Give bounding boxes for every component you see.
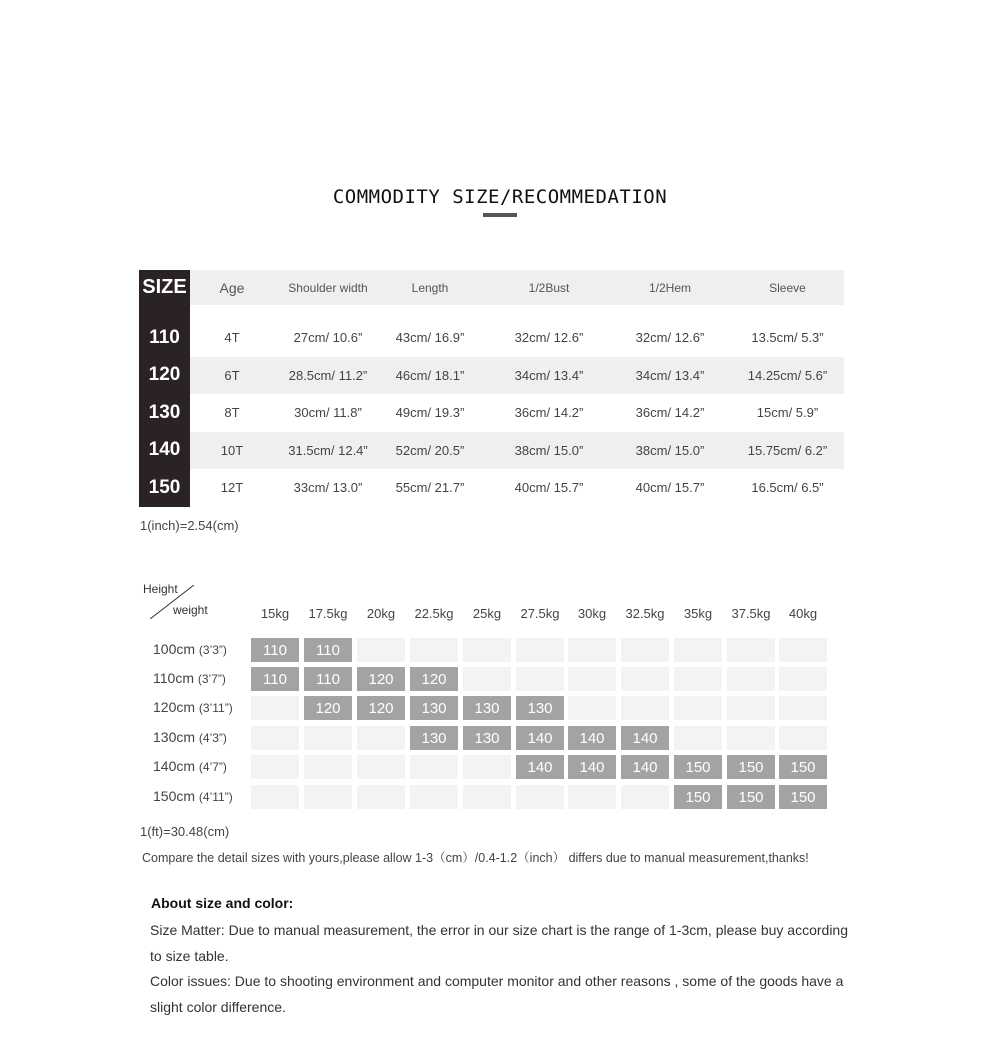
empty-cell bbox=[410, 785, 458, 809]
empty-cell bbox=[779, 667, 827, 691]
height-cm: 120cm bbox=[153, 699, 196, 715]
size-table bbox=[139, 270, 844, 507]
height-label bbox=[153, 758, 227, 774]
empty-cell bbox=[621, 638, 669, 662]
empty-cell bbox=[304, 785, 352, 809]
recommended-size-cell: 130 bbox=[463, 696, 511, 720]
empty-cell bbox=[251, 696, 299, 720]
recommended-size-cell: 110 bbox=[251, 667, 299, 691]
size-label: 130 bbox=[139, 394, 190, 432]
recommended-size-cell: 140 bbox=[568, 755, 616, 779]
page-title: COMMODITY SIZE/RECOMMEDATION bbox=[332, 186, 668, 208]
empty-cell bbox=[357, 785, 405, 809]
size-label: 150 bbox=[139, 469, 190, 507]
title-underline bbox=[483, 213, 517, 217]
size-table-header bbox=[139, 270, 844, 305]
sleeve-cell: 13.5cm/ 5.3” bbox=[751, 330, 824, 346]
size-table-spacer bbox=[139, 305, 844, 319]
height-cm: 130cm bbox=[153, 729, 196, 745]
age-header: Age bbox=[219, 279, 245, 296]
sleeve-cell: 15.75cm/ 6.2” bbox=[747, 442, 828, 458]
empty-cell bbox=[463, 785, 511, 809]
hem-cell: 34cm/ 13.4” bbox=[635, 367, 705, 383]
height-ft: (3’3”) bbox=[198, 643, 227, 657]
recommended-size-cell: 140 bbox=[516, 755, 564, 779]
empty-cell bbox=[463, 755, 511, 779]
recommended-size-cell: 130 bbox=[516, 696, 564, 720]
size-table-row bbox=[139, 319, 844, 357]
recommended-size-cell: 120 bbox=[357, 667, 405, 691]
bust-cell: 40cm/ 15.7” bbox=[514, 480, 584, 496]
sleeve-cell: 16.5cm/ 6.5” bbox=[751, 480, 824, 496]
size-header: SIZE bbox=[139, 270, 190, 305]
recommended-size-cell: 110 bbox=[251, 638, 299, 662]
recommended-size-cell: 140 bbox=[516, 726, 564, 750]
shoulder-cell: 33cm/ 13.0” bbox=[293, 480, 363, 496]
height-ft: (3’7”) bbox=[197, 672, 226, 686]
height-label bbox=[153, 670, 226, 686]
recommended-size-cell: 140 bbox=[621, 755, 669, 779]
length-cell: 49cm/ 19.3” bbox=[395, 405, 465, 421]
empty-cell bbox=[410, 638, 458, 662]
empty-cell bbox=[568, 696, 616, 720]
weight-label: 17.5kg bbox=[308, 606, 348, 621]
size-table-row bbox=[139, 394, 844, 432]
age-cell: 10T bbox=[220, 442, 244, 458]
bust-cell: 38cm/ 15.0” bbox=[514, 442, 584, 458]
recommended-size-cell: 150 bbox=[727, 755, 775, 779]
empty-cell bbox=[779, 638, 827, 662]
size-matter-text: Size Matter: Due to manual measurement, the error in our size chart is the range of 1-3cm, please buy according to size table. bbox=[150, 922, 849, 964]
hem-cell: 36cm/ 14.2” bbox=[635, 405, 705, 421]
empty-cell bbox=[251, 755, 299, 779]
empty-cell bbox=[674, 696, 722, 720]
recommended-size-cell: 140 bbox=[621, 726, 669, 750]
height-cm: 140cm bbox=[153, 758, 196, 774]
empty-cell bbox=[410, 755, 458, 779]
height-ft: (4’3”) bbox=[198, 731, 227, 745]
empty-cell bbox=[463, 638, 511, 662]
empty-cell bbox=[568, 667, 616, 691]
empty-cell bbox=[674, 726, 722, 750]
height-corner-label: Height bbox=[143, 582, 178, 596]
weight-label: 15kg bbox=[260, 606, 290, 621]
hem-header: 1/2Hem bbox=[648, 280, 692, 295]
height-ft: (4’11”) bbox=[198, 790, 233, 804]
age-cell: 4T bbox=[224, 330, 240, 346]
recommended-size-cell: 150 bbox=[779, 755, 827, 779]
empty-cell bbox=[357, 726, 405, 750]
length-cell: 55cm/ 21.7” bbox=[395, 480, 465, 496]
height-label bbox=[153, 641, 227, 657]
empty-cell bbox=[251, 726, 299, 750]
sleeve-cell: 15cm/ 5.9” bbox=[756, 405, 819, 421]
empty-cell bbox=[357, 755, 405, 779]
weight-label: 35kg bbox=[683, 606, 713, 621]
size-label: 110 bbox=[139, 319, 190, 357]
bust-cell: 34cm/ 13.4” bbox=[514, 367, 584, 383]
age-cell: 8T bbox=[224, 405, 240, 421]
height-ft: (3’11”) bbox=[198, 701, 233, 715]
weight-corner-label: weight bbox=[173, 603, 208, 617]
empty-cell bbox=[357, 638, 405, 662]
recommended-size-cell: 150 bbox=[674, 785, 722, 809]
length-cell: 52cm/ 20.5” bbox=[395, 442, 465, 458]
length-cell: 43cm/ 16.9” bbox=[395, 330, 465, 346]
height-ft: (4’7”) bbox=[198, 760, 227, 774]
empty-cell bbox=[674, 667, 722, 691]
weight-label: 25kg bbox=[472, 606, 502, 621]
age-cell: 6T bbox=[224, 367, 240, 383]
sleeve-cell: 14.25cm/ 5.6” bbox=[747, 367, 828, 383]
empty-cell bbox=[727, 638, 775, 662]
empty-cell bbox=[621, 696, 669, 720]
bust-cell: 32cm/ 12.6” bbox=[514, 330, 584, 346]
size-label: 120 bbox=[139, 357, 190, 395]
compare-note: Compare the detail sizes with yours,please allow 1-3（cm）/0.4-1.2（inch） differs due to manual measurement,thanks! bbox=[142, 851, 809, 865]
empty-cell bbox=[251, 785, 299, 809]
weight-label: 20kg bbox=[366, 606, 396, 621]
recommended-size-cell: 150 bbox=[779, 785, 827, 809]
weight-label: 32.5kg bbox=[625, 606, 665, 621]
height-label bbox=[153, 729, 227, 745]
recommended-size-cell: 140 bbox=[568, 726, 616, 750]
height-label bbox=[153, 788, 233, 804]
empty-cell bbox=[727, 696, 775, 720]
empty-cell bbox=[304, 726, 352, 750]
empty-cell bbox=[779, 696, 827, 720]
hem-cell: 38cm/ 15.0” bbox=[635, 442, 705, 458]
size-label: 140 bbox=[139, 432, 190, 470]
shoulder-cell: 28.5cm/ 11.2” bbox=[288, 367, 368, 383]
weight-label: 40kg bbox=[788, 606, 818, 621]
bust-cell: 36cm/ 14.2” bbox=[514, 405, 584, 421]
empty-cell bbox=[516, 638, 564, 662]
empty-cell bbox=[463, 667, 511, 691]
hem-cell: 32cm/ 12.6” bbox=[635, 330, 705, 346]
size-table-row bbox=[139, 357, 844, 395]
empty-cell bbox=[727, 726, 775, 750]
recommended-size-cell: 120 bbox=[304, 696, 352, 720]
empty-cell bbox=[568, 638, 616, 662]
height-cm: 110cm bbox=[153, 670, 194, 686]
recommended-size-cell: 110 bbox=[304, 667, 352, 691]
height-cm: 150cm bbox=[153, 788, 196, 804]
weight-label: 27.5kg bbox=[520, 606, 560, 621]
height-cm: 100cm bbox=[153, 641, 196, 657]
recommended-size-cell: 150 bbox=[727, 785, 775, 809]
empty-cell bbox=[516, 667, 564, 691]
recommended-size-cell: 120 bbox=[357, 696, 405, 720]
about-title: About size and color: bbox=[151, 895, 294, 911]
empty-cell bbox=[621, 667, 669, 691]
recommended-size-cell: 130 bbox=[410, 726, 458, 750]
bust-header: 1/2Bust bbox=[528, 280, 570, 295]
sleeve-header: Sleeve bbox=[769, 280, 806, 295]
empty-cell bbox=[304, 755, 352, 779]
shoulder-cell: 30cm/ 11.8” bbox=[294, 405, 362, 421]
length-header: Length bbox=[411, 280, 449, 295]
empty-cell bbox=[727, 667, 775, 691]
ft-conversion-note: 1(ft)=30.48(cm) bbox=[140, 824, 230, 839]
recommended-size-cell: 120 bbox=[410, 667, 458, 691]
empty-cell bbox=[568, 785, 616, 809]
shoulder-cell: 27cm/ 10.6” bbox=[293, 330, 363, 346]
length-cell: 46cm/ 18.1” bbox=[395, 367, 465, 383]
color-issues-text: Color issues: Due to shooting environment and computer monitor and other reasons , some of the goods have a slight color difference. bbox=[150, 973, 844, 1015]
empty-cell bbox=[779, 726, 827, 750]
shoulder-cell: 31.5cm/ 12.4” bbox=[288, 442, 368, 458]
recommended-size-cell: 130 bbox=[410, 696, 458, 720]
recommended-size-cell: 130 bbox=[463, 726, 511, 750]
empty-cell bbox=[516, 785, 564, 809]
height-label bbox=[153, 699, 233, 715]
recommended-size-cell: 150 bbox=[674, 755, 722, 779]
hem-cell: 40cm/ 15.7” bbox=[635, 480, 705, 496]
empty-cell bbox=[674, 638, 722, 662]
weight-label: 37.5kg bbox=[731, 606, 771, 621]
shoulder-header: Shoulder width bbox=[288, 280, 368, 295]
recommended-size-cell: 110 bbox=[304, 638, 352, 662]
size-table-row bbox=[139, 469, 844, 507]
weight-label: 30kg bbox=[577, 606, 607, 621]
empty-cell bbox=[621, 785, 669, 809]
size-table-row bbox=[139, 432, 844, 470]
weight-label: 22.5kg bbox=[414, 606, 454, 621]
inch-conversion-note: 1(inch)=2.54(cm) bbox=[140, 518, 239, 533]
age-cell: 12T bbox=[220, 480, 244, 496]
